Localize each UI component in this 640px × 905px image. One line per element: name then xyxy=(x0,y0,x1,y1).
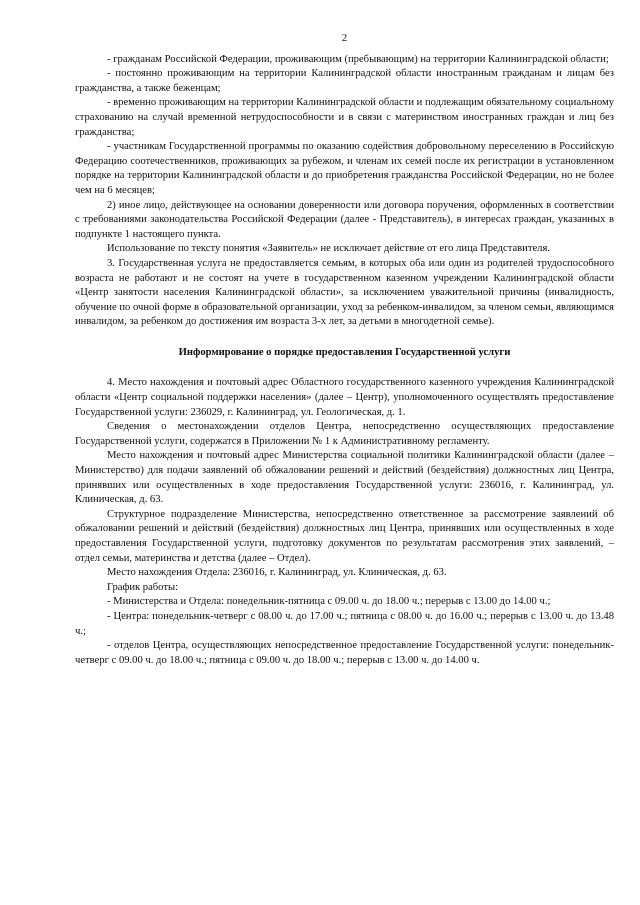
paragraph-schedule-ministry: - Министерства и Отдела: понедельник-пятница с 09.00 ч. до 18.00 ч.; перерыв с 13.00 до 14.00 ч.; xyxy=(107,596,551,608)
paragraph-item-4: 4. Место нахождения и почтовый адрес Областного государственного казенного учреждения Калининградской области «Центр социальной поддержки населения» (далее – Центр), уполномоченного осуществлять предоставление Государственной услуги: 236029, г. Калининград, ул. Геологическая, д. 1. xyxy=(75,377,614,418)
paragraph-schedule-center: - Центра: понедельник-четверг с 08.00 ч. до 17.00 ч.; пятница с 08.00 ч. до 16.00 ч.; перерыв с 13.00 ч. до 13.48 ч.; xyxy=(75,610,614,637)
section-heading: Информирование о порядке предоставления Государственной услуги xyxy=(178,346,511,358)
paragraph-department-address: Место нахождения Отдела: 236016, г. Калининград, ул. Клиническая, д. 63. xyxy=(107,567,447,579)
paragraph-item-3: 3. Государственная услуга не предоставляется семьям, в которых оба или один из родителей трудоспособного возраста не работают и не состоят на учете в государственном казенном учреждении Калининградской области «Центр занятости населения Калининградской области», за исключением уважительной причины (инвалидность, обучение по очной форме в образовательной организации, уход за ребенком-инвалидом, за членом семьи, являющимся инвалидом, за ребенком до достижения им возраста 3-х лет, за детьми в многодетной семье). xyxy=(75,257,614,328)
paragraph-schedule-title: График работы: xyxy=(107,581,179,593)
paragraph-program-participants: - участникам Государственной программы по оказанию содействия добровольному переселению в Российскую Федерацию соотечественников, проживающих за рубежом, и членам их семей после их регистрации в установленном порядке на территории Калининградской области и до приобретения гражданства Российской Федерации, но не более чем на 6 месяцев; xyxy=(75,141,614,196)
paragraph-citizens-rf: - гражданам Российской Федерации, проживающим (пребывающим) на территории Калининградской области; xyxy=(107,53,609,65)
paragraph-temporary-residents: - временно проживающим на территории Калининградской области и подлежащим обязательному социальному страхованию на случай временной нетрудоспособности и в связи с материнством иностранных граждан и лиц без гражданства; xyxy=(75,97,614,138)
page-number: 2 xyxy=(341,33,348,44)
paragraph-representative: 2) иное лицо, действующее на основании доверенности или договора поручения, оформленных в соответствии с требованиями законодательства Российской Федерации (далее - Представитель), в интересах граждан, указанных в подпункте 1 настоящего пункта. xyxy=(75,199,614,240)
paragraph-ministry-address: Место нахождения и почтовый адрес Министерства социальной политики Калининградской области (далее – Министерство) для подачи заявлений об обжаловании решений и действий (бездействия) должностных лиц Центра, принявших или осуществленных в ходе предоставления Государственной услуги: 236016, г. Калининград, ул. Клиническая, д. 63. xyxy=(75,450,614,506)
paragraph-schedule-departments: - отделов Центра, осуществляющих непосредственное предоставление Государственной услуги: понедельник-четверг с 09.00 ч. до 18.00 ч.; пятница с 09.00 ч. до 18.00 ч.; перерыв с 13.00 ч. до 14.00 ч. xyxy=(75,640,614,666)
paragraph-applicant-term: Использование по тексту понятия «Заявитель» не исключает действие от его лица Представителя. xyxy=(107,243,550,255)
paragraph-structural-unit: Структурное подразделение Министерства, непосредственно ответственное за рассмотрение заявлений об обжаловании решений и действий (бездействия) должностных лиц Центра, принявших или осуществленных в ходе предоставления Государственной услуги, подготовку документов по результатам рассмотрения этих заявлений, – отдел семьи, материнства и детства (далее – Отдел). xyxy=(75,508,614,564)
paragraph-permanent-residents: - постоянно проживающим на территории Калининградской области иностранным гражданам и лицам без гражданства, а также беженцам; xyxy=(75,68,614,94)
paragraph-departments-info: Сведения о местонахождении отделов Центра, непосредственно осуществляющих предоставление Государственной услуги, содержатся в Приложении № 1 к Административному регламенту. xyxy=(75,421,614,447)
